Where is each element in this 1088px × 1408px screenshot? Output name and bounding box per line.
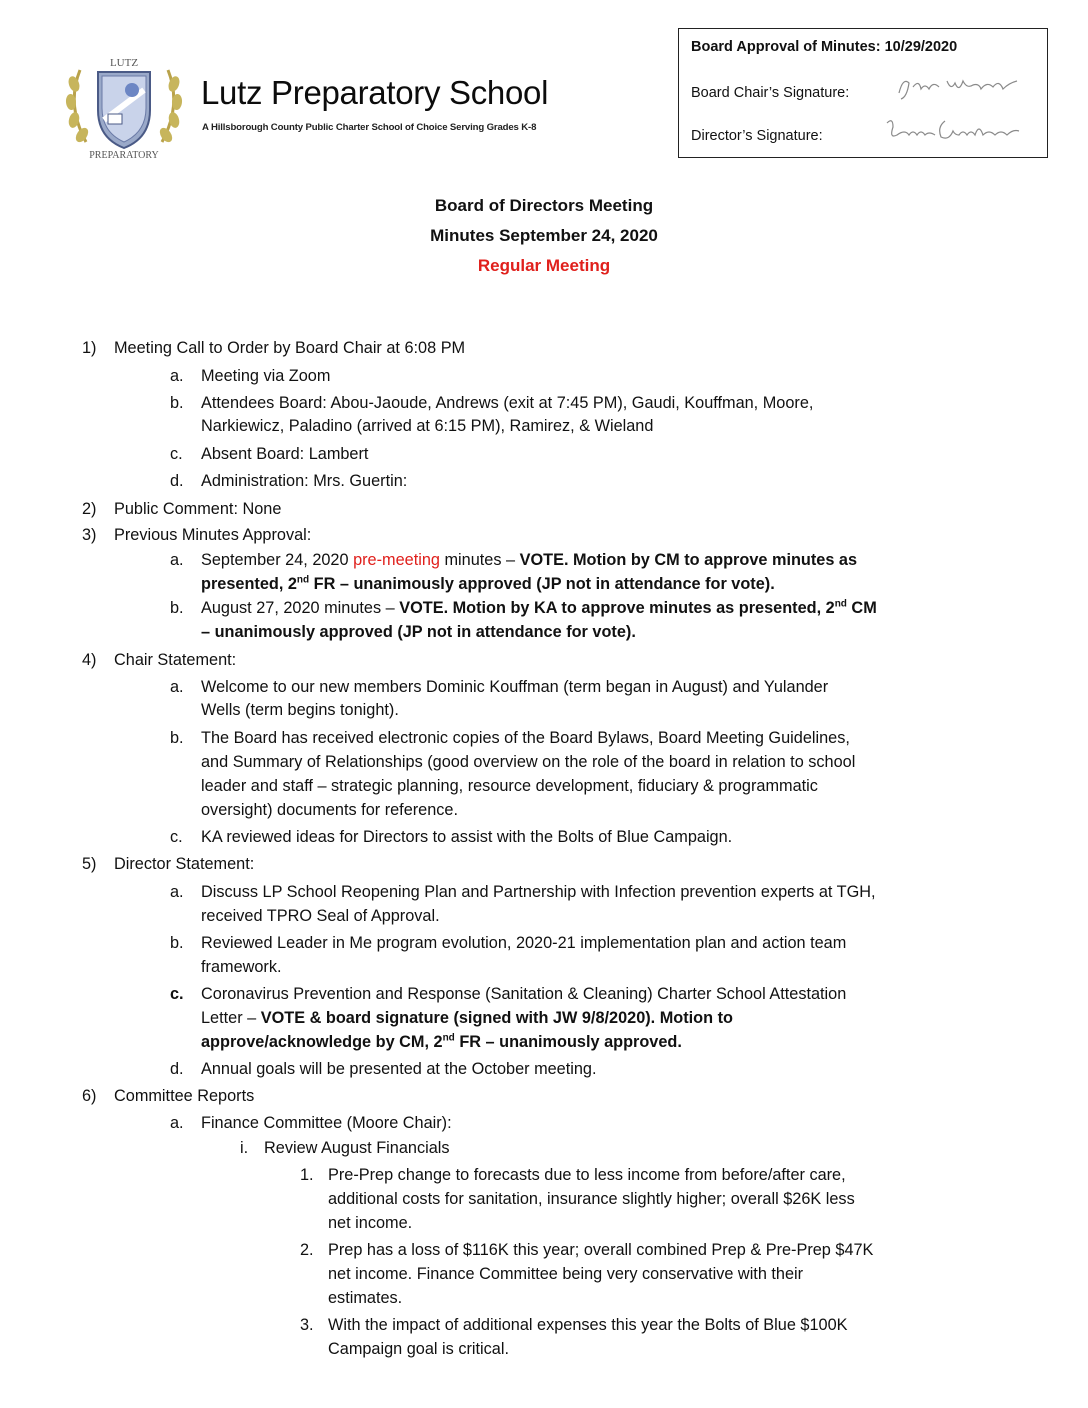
sub-item-marker: c. bbox=[170, 828, 183, 846]
sub-item-marker: a. bbox=[170, 367, 184, 385]
numbered-point-text: net income. bbox=[328, 1214, 413, 1232]
numbered-point-marker: 1. bbox=[300, 1166, 314, 1184]
sub-item-marker: a. bbox=[170, 551, 184, 569]
item-text: Previous Minutes Approval: bbox=[114, 526, 312, 544]
numbered-point-text: additional costs for sanitation, insurance slightly higher; overall $26K less bbox=[328, 1190, 855, 1208]
item-number: 6) bbox=[82, 1087, 97, 1105]
sub-item-marker: c. bbox=[170, 445, 183, 463]
director-signature-label: Director’s Signature: bbox=[691, 128, 823, 144]
sub-item-text: oversight) documents for reference. bbox=[201, 801, 459, 819]
sub-item-marker: a. bbox=[170, 1114, 184, 1132]
sub-item-text: September 24, 2020 pre-meeting minutes – VOTE. Motion by CM to approve minutes as bbox=[201, 551, 858, 569]
minutes-date-title: Minutes September 24, 2020 bbox=[430, 226, 658, 245]
numbered-point-text: estimates. bbox=[328, 1289, 403, 1307]
numbered-point-marker: 2. bbox=[300, 1241, 314, 1259]
sub-item-text: The Board has received electronic copies of the Board Bylaws, Board Meeting Guidelines, bbox=[201, 729, 850, 747]
sub-item-marker: b. bbox=[170, 394, 184, 412]
sub-item-marker: a. bbox=[170, 678, 184, 696]
school-tagline: A Hillsborough County Public Charter School of Choice Serving Grades K-8 bbox=[202, 122, 537, 133]
school-crest-logo bbox=[62, 50, 186, 160]
sub-item-text: Attendees Board: Abou-Jaoude, Andrews (exit at 7:45 PM), Gaudi, Kouffman, Moore, bbox=[201, 394, 814, 412]
sub-item-text: Letter – VOTE & board signature (signed with JW 9/8/2020). Motion to bbox=[201, 1009, 733, 1027]
sub-item-marker: c. bbox=[170, 985, 184, 1003]
director-signature bbox=[879, 113, 1029, 147]
item-text: Director Statement: bbox=[114, 855, 255, 873]
chair-signature bbox=[889, 69, 1039, 103]
sub-item-text: KA reviewed ideas for Directors to assist with the Bolts of Blue Campaign. bbox=[201, 828, 733, 846]
sub-item-text: presented, 2nd FR – unanimously approved (JP not in attendance for vote). bbox=[201, 574, 775, 593]
sub-item-text: Discuss LP School Reopening Plan and Partnership with Infection prevention experts at TGH, bbox=[201, 883, 876, 901]
sub-item-text: Annual goals will be presented at the October meeting. bbox=[201, 1060, 597, 1078]
sub-item-marker: d. bbox=[170, 1060, 184, 1078]
sub-item-text: Welcome to our new members Dominic Kouffman (term began in August) and Yulander bbox=[201, 678, 829, 696]
numbered-point-text: Prep has a loss of $116K this year; overall combined Prep & Pre-Prep $47K bbox=[328, 1241, 874, 1259]
item-number: 2) bbox=[82, 500, 97, 518]
item-number: 5) bbox=[82, 855, 97, 873]
sub-item-marker: b. bbox=[170, 599, 184, 617]
meeting-type-title: Regular Meeting bbox=[477, 256, 611, 275]
item-text: Meeting Call to Order by Board Chair at 6:08 PM bbox=[114, 339, 466, 357]
item-text: Public Comment: None bbox=[114, 500, 282, 518]
logo-text-bottom: PREPARATORY bbox=[89, 150, 159, 160]
sub-item-text: Narkiewicz, Paladino (arrived at 6:15 PM), Ramirez, & Wieland bbox=[201, 417, 654, 435]
sub-item-text: Finance Committee (Moore Chair): bbox=[201, 1114, 452, 1132]
sub-item-text: Absent Board: Lambert bbox=[201, 445, 369, 463]
chair-signature-label: Board Chair’s Signature: bbox=[691, 85, 850, 101]
sub-item-text: August 27, 2020 minutes – VOTE. Motion by KA to approve minutes as presented, 2nd CM bbox=[201, 598, 877, 617]
item-text: Chair Statement: bbox=[114, 651, 237, 669]
item-number: 4) bbox=[82, 651, 97, 669]
sub-sub-item-marker: i. bbox=[240, 1139, 249, 1157]
logo-text-top: LUTZ bbox=[109, 57, 139, 69]
sub-item-marker: b. bbox=[170, 934, 184, 952]
sub-item-text: and Summary of Relationships (good overview on the role of the board in relation to school bbox=[201, 753, 856, 771]
numbered-point-text: net income. Finance Committee being very conservative with their bbox=[328, 1265, 804, 1283]
approval-box bbox=[678, 28, 1048, 158]
sub-item-text: Reviewed Leader in Me program evolution, 2020-21 implementation plan and action team bbox=[201, 934, 847, 952]
item-text: Committee Reports bbox=[114, 1087, 255, 1105]
sub-item-text: Administration: Mrs. Guertin: bbox=[201, 472, 408, 490]
sub-item-text: Wells (term begins tonight). bbox=[201, 701, 399, 719]
sub-item-text: Coronavirus Prevention and Response (Sanitation & Cleaning) Charter School Attestation bbox=[201, 985, 847, 1003]
sub-item-marker: b. bbox=[170, 729, 184, 747]
numbered-point-text: With the impact of additional expenses this year the Bolts of Blue $100K bbox=[328, 1316, 848, 1334]
numbered-point-marker: 3. bbox=[300, 1316, 314, 1334]
sub-item-text: Meeting via Zoom bbox=[201, 367, 331, 385]
sub-sub-item-text: Review August Financials bbox=[264, 1139, 450, 1157]
meeting-title: Board of Directors Meeting bbox=[434, 196, 654, 215]
sub-item-text: leader and staff – strategic planning, resource development, fiduciary & programmatic bbox=[201, 777, 818, 795]
sub-item-marker: d. bbox=[170, 472, 184, 490]
numbered-point-text: Campaign goal is critical. bbox=[328, 1340, 509, 1358]
sub-item-text: received TPRO Seal of Approval. bbox=[201, 907, 440, 925]
sub-item-text: – unanimously approved (JP not in attendance for vote). bbox=[201, 623, 636, 641]
item-number: 1) bbox=[82, 339, 97, 357]
sub-item-marker: a. bbox=[170, 883, 184, 901]
sub-item-text: framework. bbox=[201, 958, 282, 976]
school-name: Lutz Preparatory School bbox=[201, 74, 549, 111]
sub-item-text: approve/acknowledge by CM, 2nd FR – unanimously approved. bbox=[201, 1032, 682, 1051]
item-number: 3) bbox=[82, 526, 97, 544]
numbered-point-text: Pre-Prep change to forecasts due to less income from before/after care, bbox=[328, 1166, 846, 1184]
approval-date-label: Board Approval of Minutes: 10/29/2020 bbox=[691, 39, 958, 55]
